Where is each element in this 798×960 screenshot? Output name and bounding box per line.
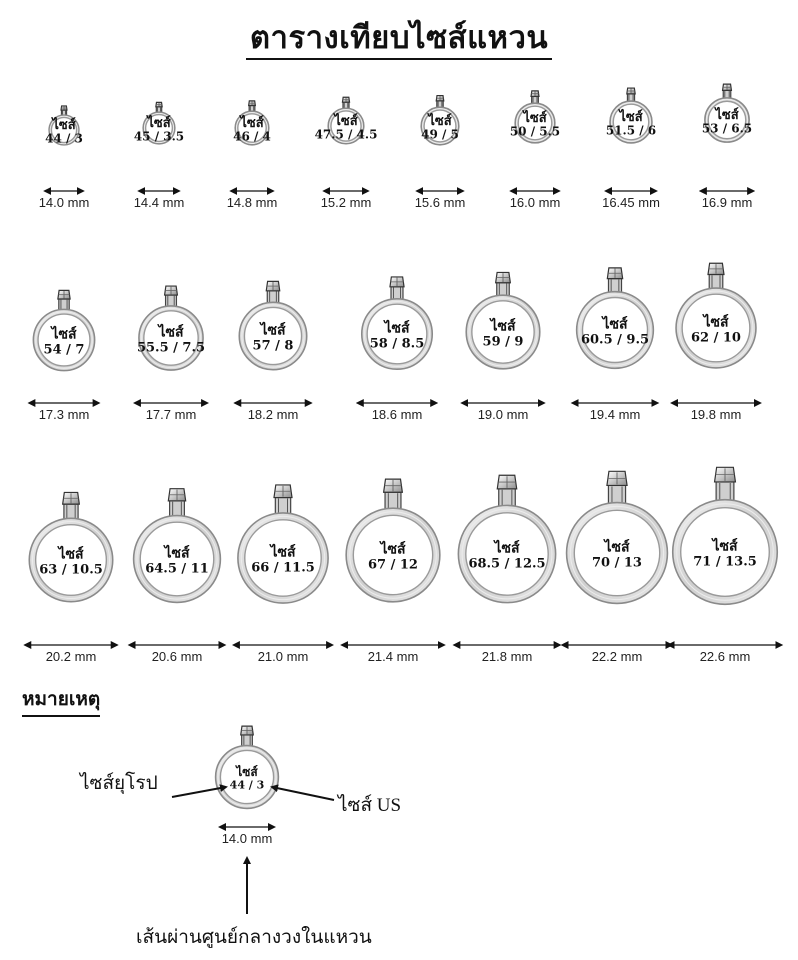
ring-size-value: 68.5 / 12.5 <box>468 556 546 572</box>
example-diameter-label: 14.0 mm <box>221 831 273 846</box>
example-size-value: 44 / 3 <box>229 778 265 792</box>
ring-size-value: 58 / 8.5 <box>369 336 425 352</box>
ring-size-value: 47.5 / 4.5 <box>314 127 378 142</box>
ring-size-value: 46 / 4 <box>233 129 271 144</box>
ring-size-word: ไซส์ <box>158 324 184 341</box>
ring-size-value: 59 / 9 <box>482 334 524 350</box>
ring-size-word: ไซส์ <box>270 544 296 561</box>
ring-item <box>130 489 225 664</box>
ring-item <box>669 467 782 664</box>
ring-size-word: ไซส์ <box>164 545 190 562</box>
ring-size-value: 62 / 10 <box>691 330 741 346</box>
inner-diameter-label: เส้นผ่านศูนย์กลางวงในแหวน <box>136 927 372 948</box>
ring-diameter-label: 21.4 mm <box>367 649 419 664</box>
ring-item <box>227 101 278 210</box>
ring-item <box>563 471 672 664</box>
ring-diameter-label: 15.2 mm <box>320 195 372 210</box>
ring-diameter-label: 19.8 mm <box>690 407 742 422</box>
ring-size-word: ไซส์ <box>619 109 643 125</box>
ring-diameter-label: 17.7 mm <box>145 407 197 422</box>
ring-size-word: ไซส์ <box>58 546 84 563</box>
ring-diameter-label: 22.2 mm <box>591 649 643 664</box>
ring-diameter-label: 22.6 mm <box>699 649 751 664</box>
us-pointer-arrow <box>272 787 334 800</box>
ring-diameter-label: 14.0 mm <box>38 195 90 210</box>
eu-size-label: ไซส์ยุโรป <box>80 773 158 794</box>
ring-size-value: 50 / 5.5 <box>509 124 561 139</box>
us-size-label: ไซส์ US <box>338 795 402 816</box>
ring-size-word: ไซส์ <box>52 117 76 133</box>
ring-size-word: ไซส์ <box>490 318 516 335</box>
ring-diameter-label: 19.0 mm <box>477 407 529 422</box>
note-layer <box>172 726 334 914</box>
ring-item <box>234 485 332 664</box>
ring-size-word: ไซส์ <box>334 113 358 129</box>
ring-item <box>701 84 753 210</box>
ring-size-value: 66 / 11.5 <box>251 560 315 576</box>
ring-size-value: 44 / 3 <box>45 131 83 146</box>
ring-size-value: 55.5 / 7.5 <box>136 340 206 356</box>
ring-size-word: ไซส์ <box>604 539 630 556</box>
ring-size-word: ไซส์ <box>147 115 171 131</box>
ring-size-value: 64.5 / 11 <box>145 561 209 577</box>
ring-size-word: ไซส์ <box>712 538 738 555</box>
ring-size-word: ไซส์ <box>602 316 628 333</box>
ring-size-word: ไซส์ <box>240 115 264 131</box>
ring-item <box>358 277 436 422</box>
ring-item <box>454 475 559 664</box>
ring-item <box>672 263 760 422</box>
ring-diameter-label: 19.4 mm <box>589 407 641 422</box>
ring-item <box>135 286 207 422</box>
ring-size-word: ไซส์ <box>703 314 729 331</box>
ring-item <box>134 102 185 210</box>
ring-diameter-label: 14.4 mm <box>133 195 185 210</box>
ring-item <box>25 492 116 664</box>
ring-item <box>29 290 98 422</box>
ring-size-value: 71 / 13.5 <box>693 554 757 570</box>
ring-item <box>415 96 466 210</box>
ring-diameter-label: 20.2 mm <box>45 649 97 664</box>
ring-size-word: ไซส์ <box>523 110 547 126</box>
rings-layer <box>25 84 781 664</box>
ring-item <box>462 272 544 422</box>
ring-diameter-label: 20.6 mm <box>151 649 203 664</box>
ring-diameter-label: 18.6 mm <box>371 407 423 422</box>
ring-diameter-label: 15.6 mm <box>414 195 466 210</box>
example-ring <box>216 726 279 846</box>
ring-item <box>573 268 658 422</box>
eu-pointer-arrow <box>172 787 226 797</box>
ring-size-value: 70 / 13 <box>592 555 642 571</box>
note-heading: หมายเหตุ <box>22 684 100 717</box>
ring-size-value: 60.5 / 9.5 <box>580 332 650 348</box>
ring-diameter-label: 16.9 mm <box>701 195 753 210</box>
ring-diameter-label: 18.2 mm <box>247 407 299 422</box>
ring-size-value: 51.5 / 6 <box>605 123 657 138</box>
ring-item <box>39 106 90 210</box>
ring-size-word: ไซส์ <box>260 322 286 339</box>
ring-size-word: ไซส์ <box>715 107 739 123</box>
ring-diameter-label: 16.0 mm <box>509 195 561 210</box>
example-size-word: ไซส์ <box>236 764 258 779</box>
ring-item <box>235 281 310 422</box>
ring-item <box>510 91 561 210</box>
ring-size-word: ไซส์ <box>428 113 452 129</box>
ring-diameter-label: 17.3 mm <box>38 407 90 422</box>
ring-item <box>342 479 444 664</box>
page-title-text: ตารางเทียบไซส์แหวน <box>246 20 552 60</box>
ring-size-value: 67 / 12 <box>368 557 418 573</box>
ring-size-word: ไซส์ <box>380 541 406 558</box>
ring-item <box>602 88 660 210</box>
ring-diameter-label: 21.8 mm <box>481 649 533 664</box>
ring-size-value: 49 / 5 <box>421 127 459 142</box>
ring-size-word: ไซส์ <box>51 326 77 343</box>
ring-size-value: 57 / 8 <box>252 338 294 354</box>
ring-size-word: ไซส์ <box>494 540 520 557</box>
ring-size-word: ไซส์ <box>384 320 410 337</box>
ring-size-value: 54 / 7 <box>43 342 85 358</box>
ring-size-value: 53 / 6.5 <box>701 121 753 136</box>
ring-diameter-label: 21.0 mm <box>257 649 309 664</box>
ring-diameter-label: 16.45 mm <box>602 195 660 210</box>
ring-item <box>315 97 378 210</box>
ring-diameter-label: 14.8 mm <box>226 195 278 210</box>
ring-size-value: 63 / 10.5 <box>39 562 103 578</box>
ring-size-value: 45 / 3.5 <box>133 129 185 144</box>
